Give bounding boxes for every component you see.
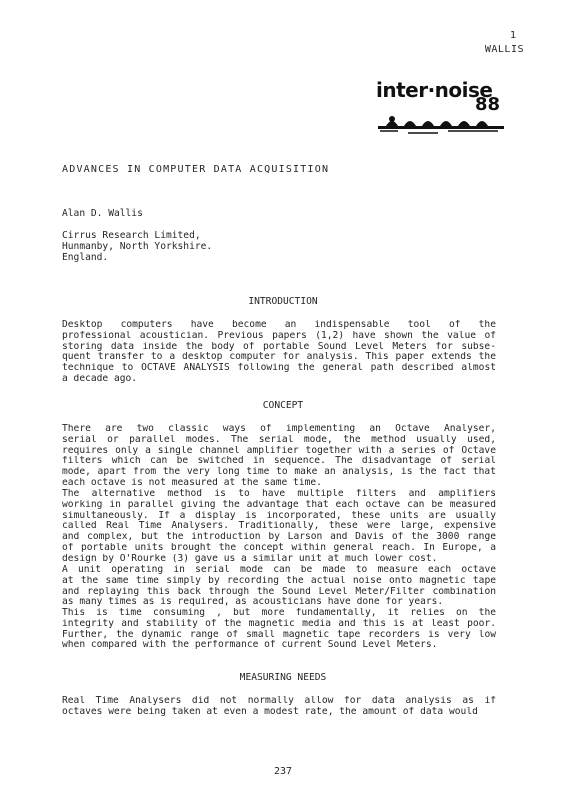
text-line: requires only a single channel amplifier together with a series of Octave [62,445,496,456]
paper-title: ADVANCES IN COMPUTER DATA ACQUISITION [62,164,330,175]
page-number: 237 [273,766,293,777]
paragraph [62,489,496,565]
section-heading-measuring-needs: MEASURING NEEDS [239,672,327,683]
text-line: integrity and stability of the magnetic media and this is at least poor. [62,618,496,629]
logo-brand-text: inter·noise [376,78,493,102]
section-heading-concept: CONCEPT [262,400,304,411]
text-line: design by O'Rourke (3) gave us a similar unit at much lower cost. [62,553,438,564]
text-line: Desktop computers have become an indispensable tool of the [62,320,496,330]
text-line: of portable units brought the concept within general reach. In Europe, a [62,542,496,553]
text-line: at the same time simply by recording the actual noise onto magnetic tape [62,575,496,586]
text-line: storing data inside the body of portable Sound Level Meters for subse- [62,341,496,352]
text-line: and replaying this back through the Sound Level Meter/Filter combination [62,586,496,597]
text-line: a decade ago. [62,373,138,384]
text-line: This is time consuming , but more fundamentally, it relies on the [62,608,496,618]
text-line: octaves were being taken at even a modest rate, the amount of data would [62,706,478,717]
text-line: mode, apart from the very long time to make an analysis, is the fact that [62,467,496,478]
text-line: when compared with the performance of current Sound Level Meters. [62,640,438,651]
paragraph [62,696,496,718]
author-name: Alan D. Wallis [62,208,143,219]
text-line: and complex, but the introduction by Larson and Davis of the 3000 range [62,532,496,543]
paragraph [62,320,496,385]
text-line: working in parallel giving the advantage that each octave can be measured [62,499,496,510]
conference-logo [376,78,508,138]
text-line: filters which can be switched in sequence. The disadvantage of serial [62,456,496,467]
logo-year: 88 [474,94,500,115]
paragraph [62,608,496,651]
text-line: serial or parallel modes. The serial mode, the method usually used, [62,434,496,445]
section-heading-introduction: INTRODUCTION [248,296,318,307]
text-line: technique to OCTAVE ANALYSIS following the general path described almost [62,363,496,374]
paragraph [62,424,496,489]
address-line: Cirrus Research Limited, [62,230,201,241]
bridge-emblem-icon [378,114,504,136]
text-line: A unit operating in serial mode can be made to measure each octave [62,565,496,575]
text-line: There are two classic ways of implementing an Octave Analyser, [62,424,496,434]
page-marker: 1 [509,30,516,41]
address-line: England. [62,252,109,263]
text-line: professional acoustician. Previous papers (1,2) have shown the value of [62,330,496,341]
text-line: each octave is not measured at the same time. [62,477,322,488]
text-line: simultaneously. If a display is incorporated, these units are usually [62,510,496,521]
author-running-tag: WALLIS [484,44,524,55]
text-line: Real Time Analysers did not normally allow for data analysis as if [62,696,496,706]
address-line: Hunmanby, North Yorkshire. [62,241,213,252]
text-line: Further, the dynamic range of small magnetic tape recorders is very low [62,629,496,640]
text-line: as many times as is required, as acousticians have done for years. [62,597,444,608]
text-line: called Real Time Analysers. Traditionally, these were large, expensive [62,521,496,532]
text-line: The alternative method is to have multiple filters and amplifiers [62,489,496,499]
paragraph [62,565,496,608]
text-line: quent transfer to a desktop computer for analysis. This paper extends the [62,352,496,363]
